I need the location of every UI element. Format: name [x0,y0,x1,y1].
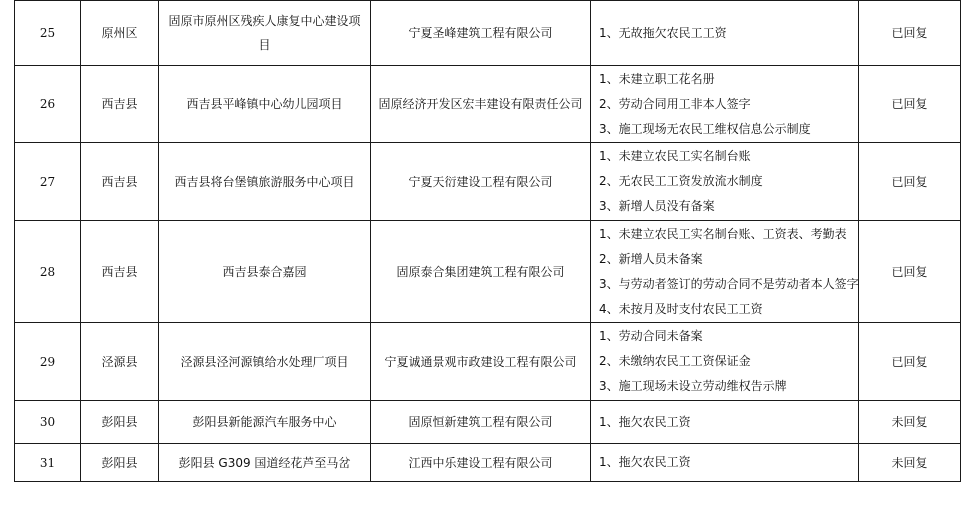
company-cell: 固原恒新建筑工程有限公司 [371,401,591,444]
issue-item: 4、未按月及时支付农民工工资 [599,301,763,316]
table-row [15,143,961,221]
project-cell [159,1,371,66]
issues-cell [591,323,859,401]
issue-item: 1、拖欠农民工资 [599,455,691,469]
row-number: 31 [15,444,81,482]
issue-item: 2、新增人员未备案 [599,251,703,266]
table-row [15,66,961,143]
project-cell: 西吉县将台堡镇旅游服务中心项目 [159,143,371,221]
county-cell: 西吉县 [81,143,159,221]
row-number: 29 [15,323,81,401]
county-cell: 原州区 [81,1,159,66]
company-cell: 宁夏天衍建设工程有限公司 [371,143,591,221]
project-cell: 西吉县平峰镇中心幼儿园项目 [159,66,371,143]
issue-item: 1、无故拖欠农民工工资 [599,25,727,40]
county-cell: 西吉县 [81,66,159,143]
table-row [15,401,961,444]
county-cell: 彭阳县 [81,401,159,444]
row-number: 27 [15,143,81,221]
issue-item: 1、未建立农民工实名制台账 [599,149,751,163]
company-cell: 宁夏圣峰建筑工程有限公司 [371,1,591,66]
status-cell: 未回复 [859,401,961,444]
issue-item: 2、无农民工工资发放流水制度 [599,174,763,188]
row-number: 26 [15,66,81,143]
row-number: 28 [15,221,81,323]
company-cell: 固原泰合集团建筑工程有限公司 [371,221,591,323]
company-cell: 江西中乐建设工程有限公司 [371,444,591,482]
company-cell [371,66,591,143]
issues-cell [591,143,859,221]
project-cell: 西吉县泰合嘉园 [159,221,371,323]
table-row [15,323,961,401]
company-name: 固原经济开发区宏丰建设有限责任公司 [378,97,583,111]
issues-cell [591,401,859,444]
status-cell: 已回复 [859,221,961,323]
issue-item: 3、新增人员没有备案 [599,199,715,213]
status-cell: 已回复 [859,143,961,221]
project-cell: 彭阳县新能源汽车服务中心 [159,401,371,444]
table-row [15,444,961,482]
issue-item: 1、劳动合同未备案 [599,329,703,343]
inspection-table [14,0,961,482]
project-cell: 彭阳县 G309 国道经花芦至马岔 [159,444,371,482]
issue-item: 1、未建立职工花名册 [599,71,715,86]
issue-item: 3、与劳动者签订的劳动合同不是劳动者本人签字 [599,276,859,291]
row-number: 30 [15,401,81,444]
company-cell: 宁夏诚通景观市政建设工程有限公司 [371,323,591,401]
issue-item: 2、劳动合同用工非本人签字 [599,96,751,111]
issues-cell [591,1,859,66]
project-cell: 泾源县泾河源镇给水处理厂项目 [159,323,371,401]
row-number: 25 [15,1,81,66]
issue-item: 3、施工现场未设立劳动维权告示牌 [599,379,787,393]
issues-cell [591,66,859,143]
county-cell: 彭阳县 [81,444,159,482]
issue-item: 2、未缴纳农民工工资保证金 [599,354,751,368]
status-cell: 未回复 [859,444,961,482]
status-cell: 已回复 [859,323,961,401]
issue-item: 3、施工现场无农民工维权信息公示制度 [599,121,811,136]
status-cell: 已回复 [859,1,961,66]
table-row [15,221,961,323]
issues-cell [591,221,859,323]
project-name: 固原市原州区残疾人康复中心建设项目 [168,14,361,52]
county-cell: 西吉县 [81,221,159,323]
issue-item: 1、拖欠农民工资 [599,414,691,429]
status-cell: 已回复 [859,66,961,143]
table-row [15,1,961,66]
county-cell: 泾源县 [81,323,159,401]
issues-cell [591,444,859,482]
issue-item: 1、未建立农民工实名制台账、工资表、考勤表 [599,226,847,241]
